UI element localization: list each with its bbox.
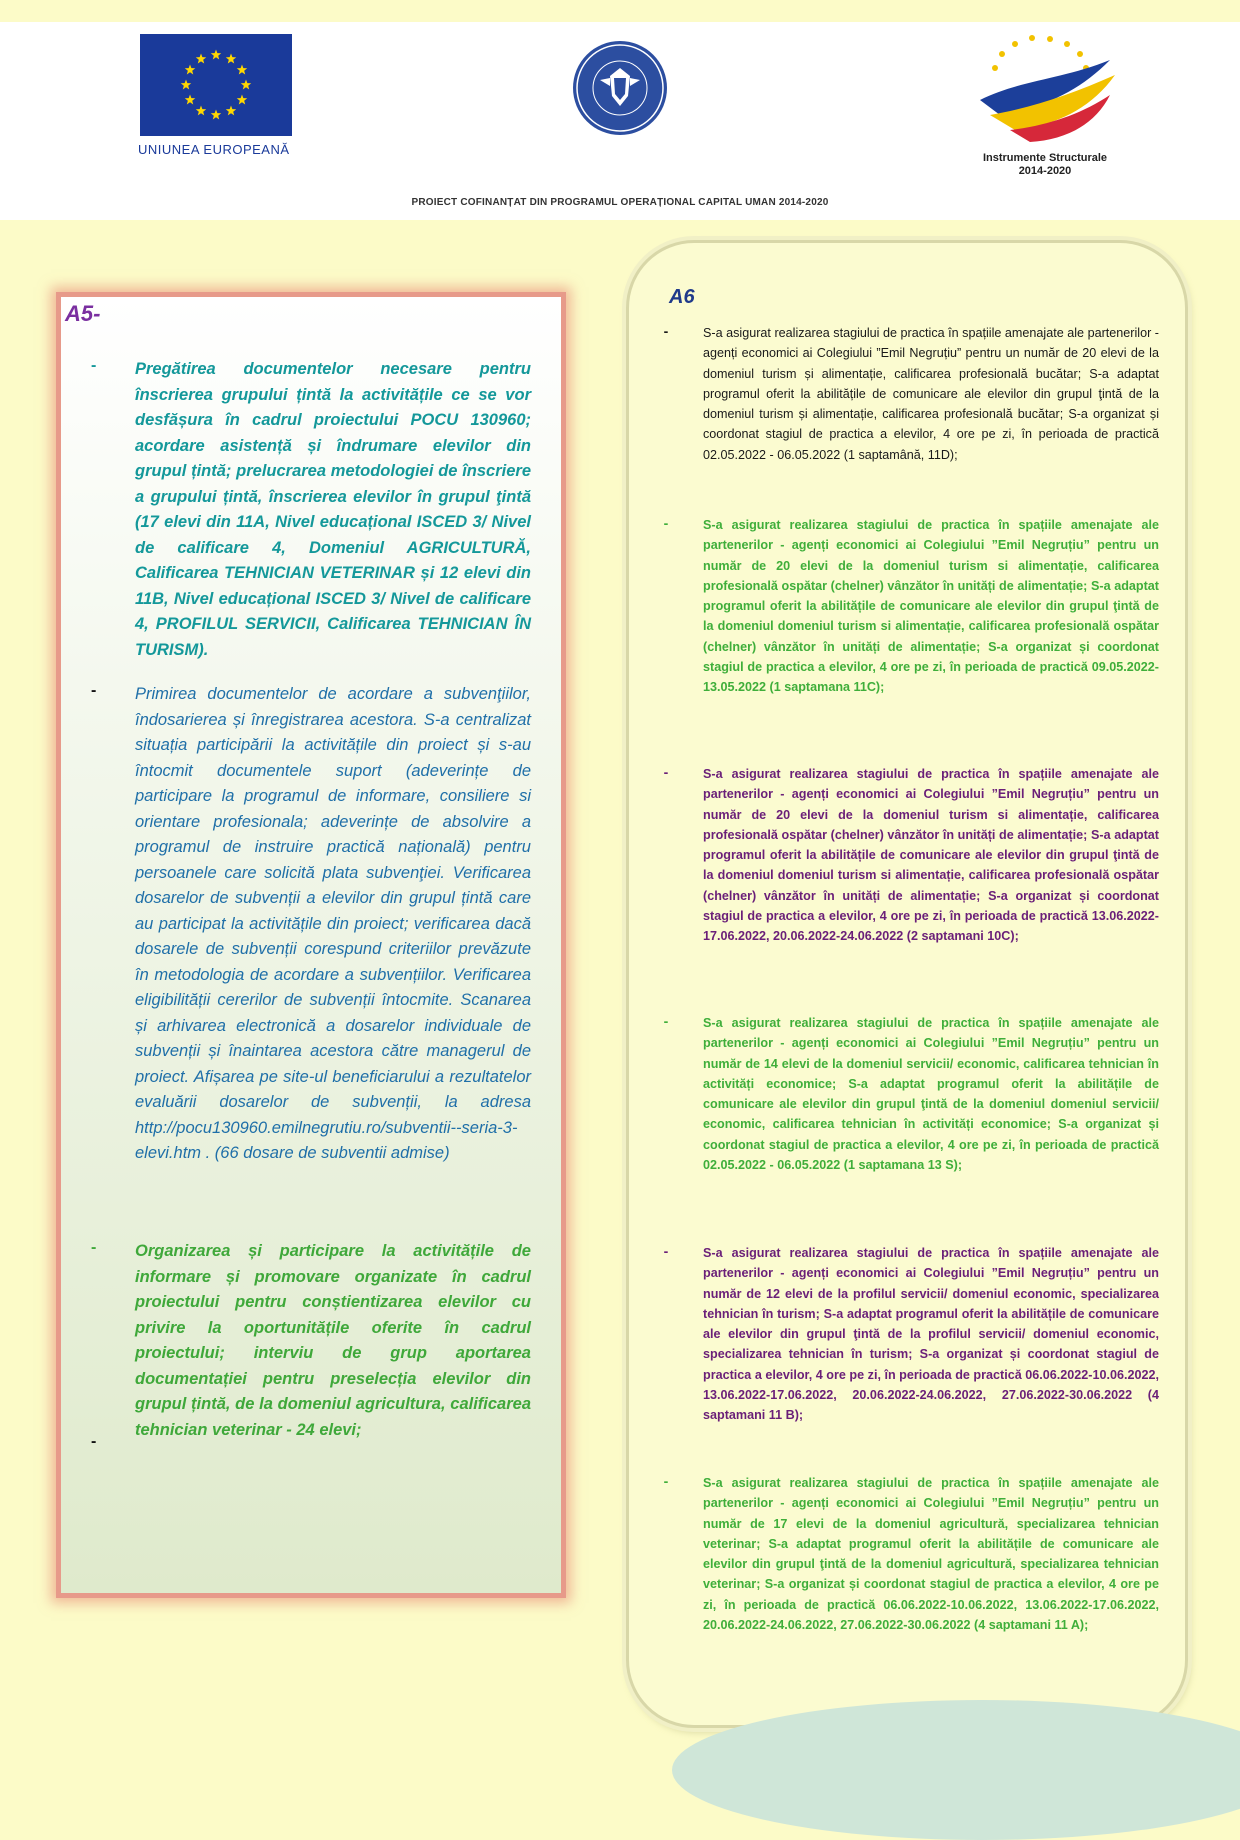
a6-item-2 — [663, 515, 1159, 698]
eu-star-icon — [211, 110, 221, 120]
bullet-dash: - — [663, 1473, 669, 1489]
a6-item-text: S-a asigurat realizarea stagiului de practica în spațiile amenajate ale partenerilor - agenți economici ai Colegiului ”Emil Negruțiu” pentru un număr de 20 elevi de la domeniul turism si alimentație, calificarea profesională ospătar (chelner) vânzător în unități de alimentație; S-a adaptat programul oferit la abilitățile de comunicare ale elevilor din grupul ţintă de la domeniul domeniul turism si alimentație, calificarea profesională ospătar (chelner) vânzător în unități de alimentație; S-a organizat și coordonat stagiul de practica a elevilor, 4 ore pe zi, în perioada de practică 09.05.2022- 13.05.2022 (1 saptamana 11C); — [703, 518, 1159, 695]
bullet-dash: - — [663, 1013, 669, 1029]
bullet-dash: - — [663, 515, 669, 531]
structural-instruments-caption — [960, 152, 1130, 178]
eu-caption: UNIUNEA EUROPEANĂ — [138, 142, 290, 157]
a6-item-5 — [663, 1243, 1159, 1426]
eu-star-icon — [196, 105, 206, 115]
eu-star-icon — [237, 95, 247, 105]
structural-instruments-logo — [960, 30, 1130, 190]
a6-title: A6 — [669, 286, 695, 308]
bullet-dash: - — [663, 764, 669, 780]
a6-item-text: S-a asigurat realizarea stagiului de practica în spațiile amenajate ale partenerilor - agenți economici ai Colegiului ”Emil Negruțiu” pentru un număr de 20 elevi de la domeniul turism și alimentație, calificarea profesională bucătar; S-a adaptat programul oferit la abilitățile de comunicare ale elevilor din grupul ţintă de la domeniul turism și alimentație, calificarea profesională bucătar; S-a organizat și coordonat stagiul de practica a elevilor, 4 ore pe zi, în perioada de practică 02.05.2022 - 06.05.2022 (1 saptamână, 11D); — [703, 326, 1159, 462]
a5-item-2 — [91, 682, 531, 1167]
a5-item-3 — [91, 1239, 531, 1443]
a6-item-3 — [663, 764, 1159, 947]
eu-star-icon — [185, 65, 195, 75]
bullet-dash: - — [91, 682, 97, 699]
a6-panel — [626, 240, 1188, 1728]
a5-title: A5- — [65, 301, 101, 326]
bullet-dash: - — [91, 1239, 97, 1256]
a6-item-4 — [663, 1013, 1159, 1175]
bullet-dash: - — [663, 323, 669, 339]
a5-panel — [56, 292, 566, 1598]
project-cofinancing-line: PROIECT COFINANȚAT DIN PROGRAMUL OPERAȚIONAL CAPITAL UMAN 2014-2020 — [411, 197, 829, 208]
eu-logo — [138, 34, 296, 157]
a5-item-1 — [91, 357, 531, 663]
eu-star-icon — [185, 95, 195, 105]
bullet-dash: - — [91, 1433, 97, 1450]
eu-star-icon — [226, 54, 236, 64]
government-seal-icon — [570, 38, 670, 138]
eu-star-icon — [237, 65, 247, 75]
a6-item-6 — [663, 1473, 1159, 1635]
a5-item-text: Pregătirea documentelor necesare pentru înscrierea grupului țintă la activitățile ce se vor desfășura în cadrul proiectului POCU 130960; acordare asistență și îndrumare elevilor din grupul țintă; prelucrarea metodologiei de înscriere a grupului țintă, înscrierea elevilor în grupul ţintă (17 elevi din 11A, Nivel educațional ISCED 3/ Nivel de calificare 4, Domeniul AGRICULTURĂ, Calificarea TEHNICIAN VETERINAR și 12 elevi din 11B, Nivel educațional ISCED 3/ Nivel de calificare 4, PROFILUL SERVICII, Calificarea TEHNICIAN ÎN TURISM). — [135, 360, 531, 659]
eu-flag-icon — [140, 34, 292, 136]
eu-star-icon — [241, 80, 251, 90]
eu-star-icon — [196, 54, 206, 64]
a6-item-text: S-a asigurat realizarea stagiului de practica în spațiile amenajate ale partenerilor - agenți economici ai Colegiului ”Emil Negruțiu” pentru un număr de 17 elevi de la domeniul agricultură, specializarea tehnician veterinar; S-a adaptat programul oferit la abilitățile de comunicare ale elevilor din grupul ţintă de la domeniul agricultură, specializarea tehnician veterinar; S-a organizat și coordonat stagiul de practica a elevilor, 4 ore pe zi, în perioada de practică 06.06.2022-10.06.2022, 13.06.2022-17.06.2022, 20.06.2022-24.06.2022, 27.06.2022-30.06.2022 (4 saptamani 11 A); — [703, 1476, 1159, 1633]
is-caption-line2: 2014-2020 — [1018, 165, 1072, 177]
a5-item-text: Organizarea și participare la activitățile de informare și promovare organizate în cadrul proiectului pentru conștientizarea elevilor cu privire la oportunitățile oferite în cadrul proiectului; interviu de grup aportarea documentației pentru preselecția elevilor din grupul țintă, de la domeniul agricultura, calificarea tehnician veterinar - 24 elevi; — [135, 1242, 531, 1439]
a5-item-text: Primirea documentelor de acordare a subvenţiilor, îndosarierea și înregistrarea acestora. S-a centralizat situația participării la activitățile din proiect și s-au întocmit documentele suport (adeverințe de participare la programul de informare, consiliere si orientare profesionala; adeverințe de absolvire a programul de instruire practică națională) pentru persoanele care solicită plata subvenţiei. Verificarea dosarelor de subvenții a elevilor din grupul țintă care au participat la activitățile din proiect; verificarea dacă dosarele de subvenții corespund criteriilor prevăzute în metodologia de acordare a subvențiilor. Verificarea eligibilității cererilor de subvenții întocmite. Scanarea și arhivarea electronică a dosarelor individuale de subvenții și înaintarea acestora către managerul de proiect. Afișarea pe site-ul beneficiarului a rezultatelor evaluării dosarelor de subvenții, la adresa http://pocu130960.emilnegrutiu.ro/subventii--seria-3-elevi.htm . (66 dosare de subventii admise) — [135, 685, 531, 1162]
a6-item-text: S-a asigurat realizarea stagiului de practica în spațiile amenajate ale partenerilor - agenți economici ai Colegiului ”Emil Negruțiu” pentru un număr de 20 elevi de la domeniul turism si alimentație, calificarea profesională ospătar (chelner) vânzător în unități de alimentație; S-a adaptat programul oferit la abilitățile de comunicare ale elevilor din grupul ţintă de la domeniul domeniul turism si alimentație, calificarea profesională ospătar (chelner) vânzător în unități de alimentație; S-a organizat și coordonat stagiul de practica a elevilor, 4 ore pe zi, în perioada de practică 13.06.2022-17.06.2022, 20.06.2022-24.06.2022 (2 saptamani 10C); — [703, 767, 1159, 944]
eu-star-icon — [211, 50, 221, 60]
header-banner — [0, 22, 1240, 220]
eu-star-icon — [226, 105, 236, 115]
is-caption-line1: Instrumente Structurale — [982, 152, 1108, 164]
a6-item-1 — [663, 323, 1159, 465]
a6-item-text: S-a asigurat realizarea stagiului de practica în spațiile amenajate ale partenerilor - agenți economici ai Colegiului ”Emil Negruțiu” pentru un număr de 14 elevi de la domeniul servicii/ economic, calificarea tehnician în activități economice; S-a adaptat programul oferit la abilitățile de comunicare ale elevilor din grupul ţintă de la domeniul domeniul servicii/ economic, calificarea tehnician în activități economice; S-a organizat și coordonat stagiul de practica a elevilor, 4 ore pe zi, în perioada de practică 02.05.2022 - 06.05.2022 (1 saptamana 13 S); — [703, 1016, 1159, 1173]
eu-star-icon — [181, 80, 191, 90]
a6-item-text: S-a asigurat realizarea stagiului de practica în spațiile amenajate ale partenerilor - agenți economici ai Colegiului ”Emil Negruțiu” pentru un număr de 12 elevi de la profilul servicii/ domeniul economic, specializarea tehnician în turism; S-a adaptat programul oferit la abilitățile de comunicare ale elevilor din grupul ţintă de la profilul servicii/ domeniul economic, specializarea tehnician în turism; S-a organizat și coordonat stagiul de practica a elevilor, 4 ore pe zi, în perioada de practică 06.06.2022-10.06.2022, 13.06.2022-17.06.2022, 20.06.2022-24.06.2022, 27.06.2022-30.06.2022 (4 saptamani 11 B); — [703, 1246, 1159, 1423]
eu-stars-icon — [140, 34, 292, 136]
decorative-bottom-shape — [672, 1700, 1240, 1840]
bullet-dash: - — [663, 1243, 669, 1259]
bullet-dash: - — [91, 357, 97, 374]
structural-instruments-icon — [960, 30, 1130, 150]
